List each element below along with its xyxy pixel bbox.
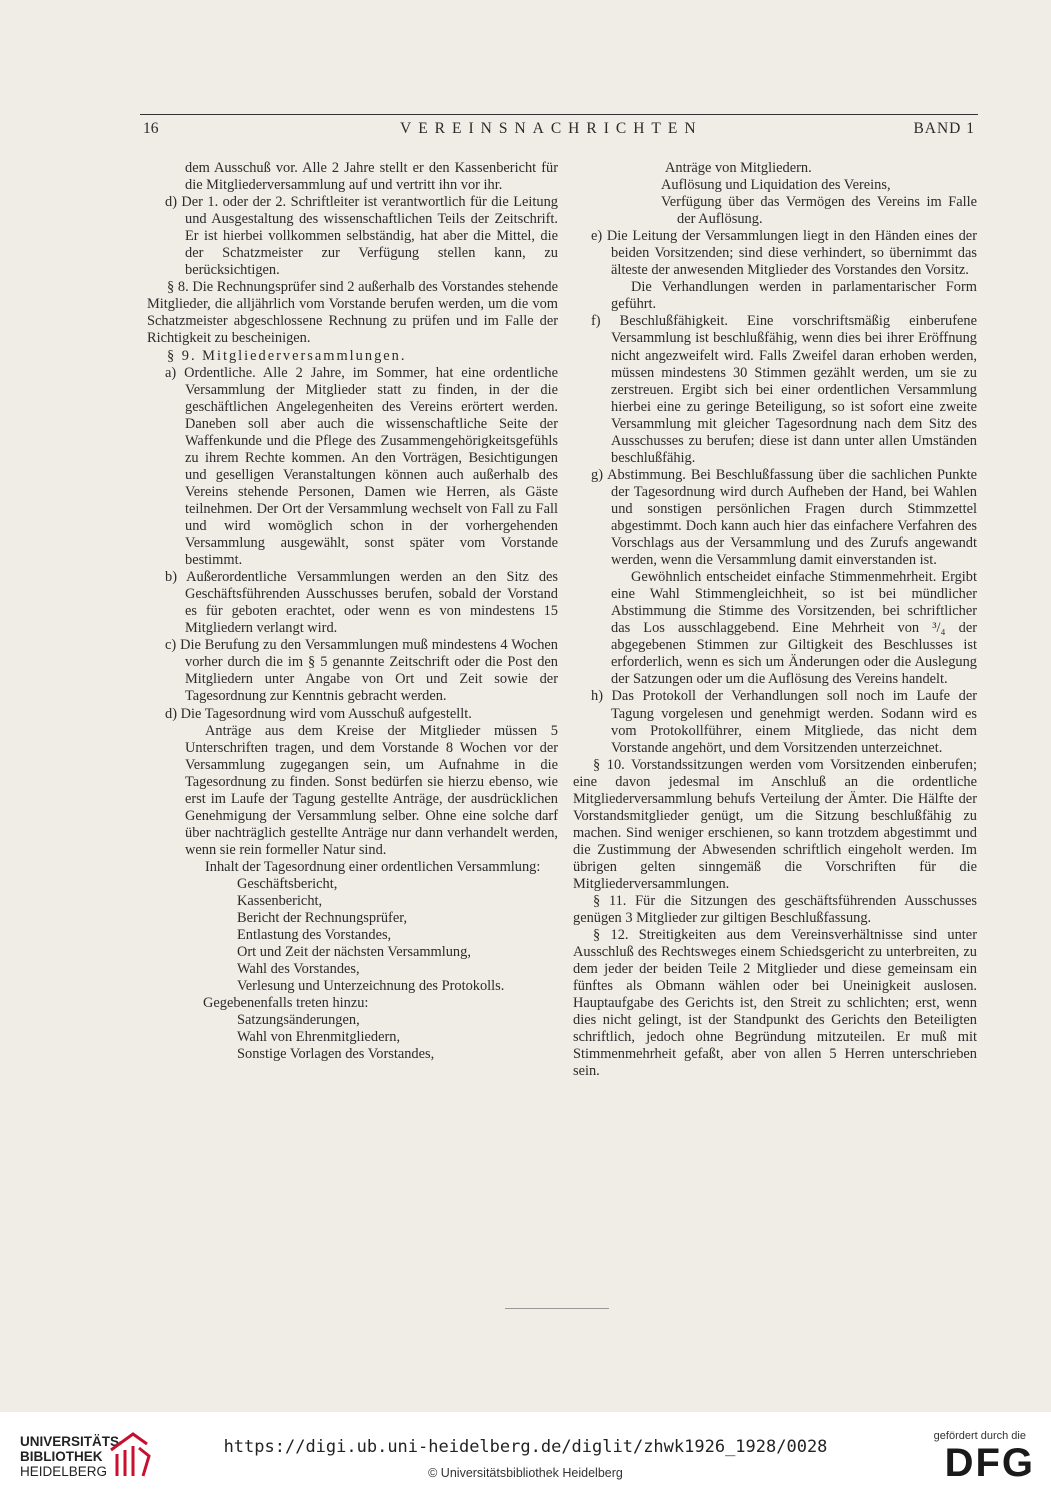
paragraph: c) Die Berufung zu den Versammlungen muß mindestens 4 Wochen vorher durch die im § 5 genannte Zeitschrift oder die Post den Mitgliedern unter Angabe von Ort und Zeit sowie der Tagesordnung zur Kenntnis gebracht werden. <box>165 637 558 705</box>
paragraph: dem Ausschuß vor. Alle 2 Jahre stellt er den Kassenbericht für die Mitgliederversammlung auf und vertritt ihn vor ihr. <box>185 160 558 194</box>
library-line: UNIVERSITÄTS- <box>20 1434 124 1449</box>
paragraph: Gegebenenfalls treten hinzu: <box>203 995 369 1012</box>
paragraph: g) Abstimmung. Bei Beschlußfassung über die sachlichen Punkte der Tagesordnung wird durch Aufheben der Hand, bei Wahlen und sonstigen persönlichen Fragen durch Stimmzettel abgestimmt. Doch kann auch hier das einfachere Verfahren des Vorschlags aus der Versammlung und des Zurufs angewandt werden, wenn die Versammlung damit einverstanden ist. <box>591 466 977 569</box>
list-item: Verfügung über das Vermögen des Vereins im Falle der Auflösung. <box>661 194 977 228</box>
paragraph: Anträge aus dem Kreise der Mitglieder müssen 5 Unterschriften tragen, und dem Vorstande 8 Wochen vor der Versammlung zugegangen sein, um Aufnahme in die Tagesordnung zu finden. Sonst bedürfen sie hierzu ebenso, wie erst im Laufe der Tagung gestellte Anträge, der ausdrücklichen Genehmigung der Versammlung selber. Ohne eine solche darf über nachträglich gestellte Anträge nur dann verhandelt werden, wenn sie rein formeller Natur sind. <box>185 722 558 858</box>
paragraph: Die Verhandlungen werden in parlamentarischer Form geführt. <box>611 279 977 313</box>
paragraph: f) Beschlußfähigkeit. Eine vorschriftsmäßig einberufene Versammlung ist beschlußfähig, wenn dies bei ihrer Eröffnung nicht angezweifelt wird. Falls Zweifel daran erhoben werden, müssen mindestens 30 Stimmen gezählt werden, um sie zu zerstreuen. Ergibt sich bei einer ordentlichen Versammlung hierbei eine zu geringe Beteiligung, so ist sofort eine zweite Versammlung mit gleicher Tagesordnung nach dem Sitz des Ausschusses zu berufen; diese ist dann unter allen Umständen beschlußfähig. <box>591 313 977 466</box>
funding-note: gefördert durch die <box>933 1430 1026 1442</box>
paragraph: b) Außerordentliche Versammlungen werden an den Sitz des Geschäftsführenden Ausschusses berufen, sobald der Vorstand es für geboten erachtet, oder wenn es von mindestens 15 Mitgliedern verlangt wird. <box>165 569 558 637</box>
list-item: Satzungsänderungen, <box>237 1012 360 1029</box>
volume-label: BAND 1 <box>913 120 975 137</box>
paragraph: § 11. Für die Sitzungen des geschäftsführenden Ausschusses genügen 3 Mitglieder zur giltigen Beschlußfassung. <box>573 893 977 927</box>
list-item: Verlesung und Unterzeichnung des Protokolls. <box>237 978 505 995</box>
list-item: Sonstige Vorlagen des Vorstandes, <box>237 1046 435 1063</box>
paragraph: d) Die Tagesordnung wird vom Ausschuß aufgestellt. <box>165 705 472 722</box>
list-item: Geschäftsbericht, <box>237 875 338 892</box>
paragraph: e) Die Leitung der Versammlungen liegt in den Händen eines der beiden Vorsitzenden; sind diese verhindert, so übernimmt das älteste der anwesenden Mitglieder des Vorstandes den Vorsitz. <box>591 228 977 279</box>
end-rule <box>505 1308 609 1309</box>
permalink-url[interactable]: https://digi.ub.uni-heidelberg.de/diglit/zhwk1926_1928/0028 <box>223 1437 828 1457</box>
page-number: 16 <box>143 120 159 137</box>
section-heading: § 9. Mitgliederversammlungen. <box>167 347 407 364</box>
list-item: Entlastung des Vorstandes, <box>237 927 392 944</box>
paragraph: h) Das Protokoll der Verhandlungen soll noch im Laufe der Tagung vorgelesen und genehmigt werden. Sodann wird es vom Protokollführer, einem Mitgliede, das nicht dem Vorstande angehört, und dem Vorsitzenden unterzeichnet. <box>591 688 977 756</box>
list-item: Kassenbericht, <box>237 893 323 910</box>
copyright-notice: © Universitätsbibliothek Heidelberg <box>428 1466 623 1480</box>
paragraph: Inhalt der Tagesordnung einer ordentlichen Versammlung: <box>205 858 541 875</box>
list-item: Wahl von Ehrenmitgliedern, <box>237 1029 401 1046</box>
paragraph: d) Der 1. oder der 2. Schriftleiter ist verantwortlich für die Leitung und Ausgestaltung des wissenschaftlichen Teils der Zeitschrift. Er ist hierbei vollkommen selbständig, hat aber die Mittel, die der Schatzmeister zur Verfügung stellen kann, zu berücksichtigen. <box>165 194 558 279</box>
list-item: Anträge von Mitgliedern. <box>665 160 812 176</box>
paragraph: § 12. Streitigkeiten aus dem Vereinsverhältnisse sind unter Ausschluß des Rechtsweges einem Schiedsgericht zu unterbreiten, zu dem jeder der beiden Teile 2 Mitglieder und diese gemeinsam ein fünftes als Obmann wählen oder bei Uneinigkeit auslosen. Hauptaufgabe des Gerichts ist, den Streit zu schlichten; erst, wenn dies nicht gelingt, ist der Standpunkt des Gerichts den Beteiligten schriftlich, jedoch ohne Begründung mitzuteilen. Er muß mit Stimmenmehrheit gefaßt, aber von allen 5 Herren unterschrieben sein. <box>573 927 977 1080</box>
paragraph: § 8. Die Rechnungsprüfer sind 2 außerhalb des Vorstandes stehende Mitglieder, die alljährlich vom Vorstande berufen werden, um die vom Schatzmeister abgeschlossene Rechnung zu prüfen und im Falle der Richtigkeit zu bescheinigen. <box>147 279 558 347</box>
right-column <box>573 160 977 1081</box>
list-item: Ort und Zeit der nächsten Versammlung, <box>237 944 471 961</box>
header-rule <box>140 114 978 115</box>
dfg-logo: DFG <box>944 1441 1035 1485</box>
library-line: HEIDELBERG <box>20 1464 108 1479</box>
paragraph: Gewöhnlich entscheidet einfache Stimmenmehrheit. Ergibt eine Wahl Stimmengleichheit, so ist bei mündlicher Abstimmung die Stimme des Vorsitzenden, bei schriftlicher das Los ausschlaggebend. Eine Mehrheit von ³/₄ der abgegebenen Stimmen zur Giltigkeit des Beschlusses ist erforderlich, wenn es sich um Änderungen oder die Auslegung der Satzungen oder um die Auflösung des Vereins handelt. <box>611 569 977 688</box>
paragraph: a) Ordentliche. Alle 2 Jahre, im Sommer, hat eine ordentliche Versammlung der Mitglieder statt zu finden, in der die geschäftlichen Angelegenheiten des Vereins erörtert werden. Daneben soll aber auch die wissenschaftliche Seite der Waffenkunde und die Pflege des Zusammengehörigkeitsgefühls zu ihrem Rechte kommen. An den Vorträgen, Besichtigungen und geselligen Veranstaltungen können auch außerhalb des Vereins stehende Personen, Damen wie Herren, als Gäste teilnehmen. Der Ort der Versammlung wechselt von Fall zu Fall und wird womöglich schon in der vorhergehenden Versammlung ausgewählt, sonst später vom Vorstande bestimmt. <box>165 364 558 569</box>
library-line: BIBLIOTHEK <box>20 1449 103 1464</box>
left-column <box>147 160 558 1063</box>
running-title: VEREINSNACHRICHTEN <box>400 120 703 137</box>
paragraph: § 10. Vorstandssitzungen werden vom Vorsitzenden einberufen; eine davon jedesmal im Anschluß an die ordentliche Mitgliederversammlung behufs Verteilung der Ämter. Die Hälfte der Vorstandsmitglieder genügt, um die Sitzung beschlußfähig zu machen. Sind weniger erschienen, so kann trotzdem abgestimmt und die Zustimmung der Abwesenden schriftlich eingeholt werden. Im übrigen gelten sinngemäß die Vorschriften für die Mitgliederversammlungen. <box>573 756 977 892</box>
list-item: Wahl des Vorstandes, <box>237 961 360 978</box>
list-item: Bericht der Rechnungsprüfer, <box>237 910 408 927</box>
list-item: Auflösung und Liquidation des Vereins, <box>661 177 891 194</box>
